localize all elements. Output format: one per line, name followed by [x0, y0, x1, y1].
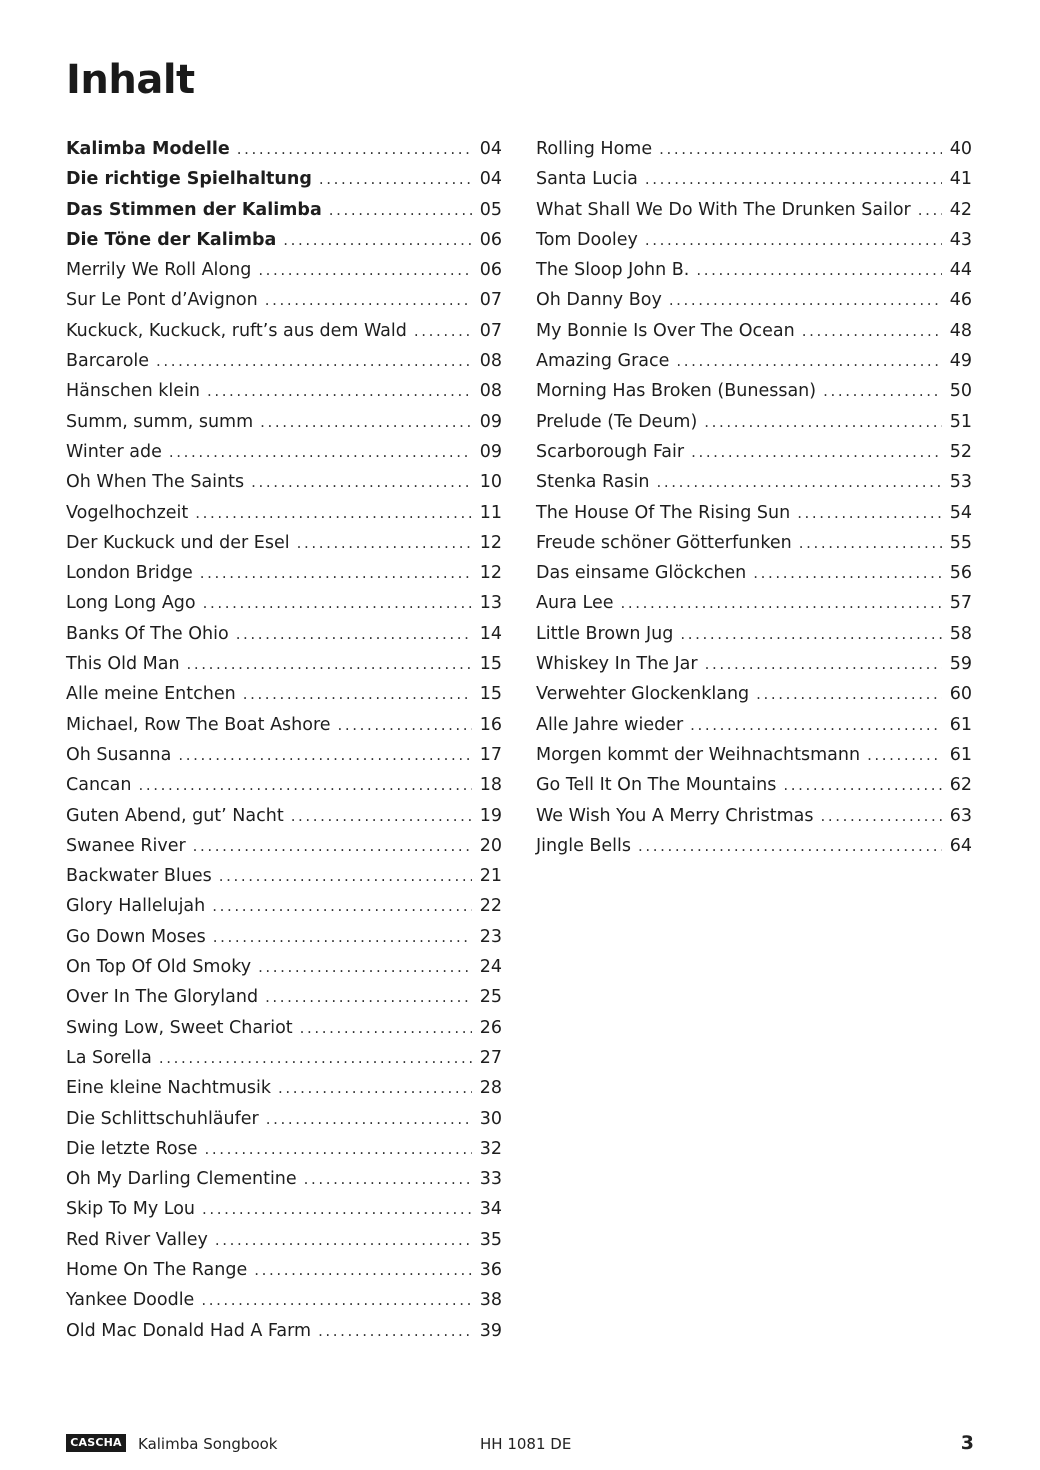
- toc-entry: [536, 740, 972, 770]
- toc-entry-title: Freude schöner Götterfunken: [536, 532, 792, 553]
- toc-entry: [536, 195, 972, 225]
- toc-entry: [536, 407, 972, 437]
- toc-entry-page: 54: [949, 502, 972, 523]
- page-number: 3: [960, 1432, 974, 1454]
- toc-entry-page: 11: [479, 502, 502, 523]
- dot-leader: [237, 134, 472, 164]
- toc-entry: [66, 195, 502, 225]
- toc-entry: [66, 225, 502, 255]
- dot-leader: [797, 498, 942, 528]
- dot-leader: [645, 225, 942, 255]
- toc-entry: [66, 1073, 502, 1103]
- toc-entry-page: 25: [479, 987, 502, 1008]
- toc-entry-page: 56: [949, 563, 972, 584]
- toc-entry-page: 60: [949, 684, 972, 705]
- dot-leader: [265, 285, 472, 315]
- toc-entry: [66, 528, 502, 558]
- toc-entry-title: Morgen kommt der Weihnachtsmann: [536, 744, 861, 765]
- dot-leader: [304, 1164, 472, 1194]
- toc-entry-page: 14: [479, 623, 502, 644]
- toc-entry-title: Go Tell It On The Mountains: [536, 775, 777, 796]
- toc-entry-page: 40: [949, 139, 972, 159]
- toc-entry-page: 33: [479, 1169, 502, 1190]
- toc-entry-page: 62: [949, 775, 972, 796]
- toc-entry-title: Das einsame Glöckchen: [536, 563, 747, 584]
- toc-entry: [536, 619, 972, 649]
- toc-entry-page: 52: [949, 441, 972, 462]
- dot-leader: [169, 437, 472, 467]
- item-code: HH 1081 DE: [480, 1435, 572, 1453]
- dot-leader: [669, 285, 942, 315]
- toc-entry: [536, 558, 972, 588]
- dot-leader: [203, 588, 472, 618]
- toc-entry-page: 19: [479, 805, 502, 826]
- toc-entry-title: Winter ade: [66, 441, 162, 462]
- toc-entry: [536, 437, 972, 467]
- toc-entry-title: Eine kleine Nachtmusik: [66, 1078, 272, 1099]
- dot-leader: [680, 619, 942, 649]
- toc-entry: [66, 407, 502, 437]
- toc-entry: [66, 1104, 502, 1134]
- dot-leader: [300, 1013, 472, 1043]
- dot-leader: [291, 801, 472, 831]
- toc-entry-page: 07: [479, 290, 502, 311]
- toc-entry-title: Die Töne der Kalimba: [66, 229, 277, 250]
- page-title: Inhalt: [66, 57, 195, 103]
- dot-leader: [213, 922, 472, 952]
- toc-entry-title: Scarborough Fair: [536, 441, 685, 462]
- dot-leader: [657, 467, 942, 497]
- toc-entry-page: 38: [479, 1290, 502, 1311]
- dot-leader: [690, 710, 942, 740]
- toc-entry: [66, 649, 502, 679]
- toc-entry-title: Kalimba Modelle: [66, 139, 230, 159]
- toc-entry-title: The House Of The Rising Sun: [536, 502, 791, 523]
- toc-entry-title: Backwater Blues: [66, 866, 212, 887]
- toc-entry-title: Yankee Doodle: [66, 1290, 195, 1311]
- toc-entry: [66, 922, 502, 952]
- toc-entry: [66, 346, 502, 376]
- toc-entry-title: London Bridge: [66, 563, 193, 584]
- toc-entry-title: Banks Of The Ohio: [66, 623, 229, 644]
- toc-entry-title: Glory Hallelujah: [66, 896, 206, 917]
- toc-entry-page: 61: [949, 744, 972, 765]
- dot-leader: [202, 1194, 472, 1224]
- book-title: Kalimba Songbook: [138, 1435, 278, 1453]
- toc-entry-page: 23: [479, 926, 502, 947]
- toc-right-column: [536, 134, 972, 861]
- toc-entry-page: 06: [479, 260, 502, 281]
- toc-entry-title: Hänschen klein: [66, 381, 200, 402]
- toc-entry-title: Das Stimmen der Kalimba: [66, 199, 322, 220]
- dot-leader: [212, 891, 472, 921]
- toc-entry-title: Cancan: [66, 775, 132, 796]
- toc-entry-title: Over In The Gloryland: [66, 987, 259, 1008]
- toc-entry: [66, 558, 502, 588]
- toc-entry-title: Swing Low, Sweet Chariot: [66, 1017, 293, 1038]
- toc-entry-page: 20: [479, 835, 502, 856]
- toc-entry-page: 17: [479, 744, 502, 765]
- toc-entry-page: 09: [479, 441, 502, 462]
- toc-entry-title: What Shall We Do With The Drunken Sailor: [536, 199, 911, 220]
- dot-leader: [215, 1225, 472, 1255]
- toc-entry-title: We Wish You A Merry Christmas: [536, 805, 814, 826]
- dot-leader: [258, 255, 472, 285]
- toc-entry: [66, 255, 502, 285]
- dot-leader: [338, 710, 472, 740]
- toc-entry-page: 39: [479, 1320, 502, 1341]
- toc-entry: [66, 316, 502, 346]
- dot-leader: [753, 558, 942, 588]
- toc-entry-title: Go Down Moses: [66, 926, 206, 947]
- toc-entry: [536, 679, 972, 709]
- toc-entry-page: 30: [479, 1108, 502, 1129]
- toc-entry-title: Die Schlittschuhläufer: [66, 1108, 259, 1129]
- toc-entry-page: 05: [479, 199, 502, 220]
- toc-entry-title: Skip To My Lou: [66, 1199, 196, 1220]
- toc-entry-page: 51: [949, 411, 972, 432]
- dot-leader: [696, 255, 942, 285]
- toc-entry: [536, 225, 972, 255]
- toc-entry-page: 64: [949, 835, 972, 856]
- dot-leader: [705, 649, 942, 679]
- toc-entry-page: 12: [479, 532, 502, 553]
- toc-entry-title: Prelude (Te Deum): [536, 411, 698, 432]
- toc-entry: [536, 164, 972, 194]
- toc-entry-page: 18: [479, 775, 502, 796]
- toc-entry-page: 22: [479, 896, 502, 917]
- toc-entry-page: 06: [479, 229, 502, 250]
- toc-entry: [66, 1164, 502, 1194]
- toc-entry-title: Michael, Row The Boat Ashore: [66, 714, 331, 735]
- toc-entry-page: 04: [479, 139, 502, 159]
- toc-entry-title: Vogelhochzeit: [66, 502, 189, 523]
- dot-leader: [414, 316, 472, 346]
- toc-entry: [536, 134, 972, 164]
- dot-leader: [258, 952, 472, 982]
- toc-entry: [536, 255, 972, 285]
- toc-entry-page: 24: [479, 957, 502, 978]
- toc-entry-page: 59: [949, 654, 972, 675]
- toc-entry: [536, 831, 972, 861]
- dot-leader: [260, 407, 472, 437]
- toc-entry: [66, 710, 502, 740]
- toc-entry: [66, 619, 502, 649]
- toc-entry: [66, 801, 502, 831]
- toc-entry: [536, 801, 972, 831]
- toc-entry-title: Aura Lee: [536, 593, 614, 614]
- dot-leader: [236, 619, 472, 649]
- dot-leader: [207, 376, 472, 406]
- toc-entry: [536, 710, 972, 740]
- toc-entry: [66, 740, 502, 770]
- toc-entry-page: 42: [949, 199, 972, 220]
- toc-entry-page: 21: [479, 866, 502, 887]
- dot-leader: [156, 346, 472, 376]
- toc-entry-title: Long Long Ago: [66, 593, 196, 614]
- dot-leader: [201, 1285, 472, 1315]
- toc-entry-title: On Top Of Old Smoky: [66, 957, 252, 978]
- toc-entry-page: 26: [479, 1017, 502, 1038]
- toc-entry: [66, 1013, 502, 1043]
- toc-entry-title: Santa Lucia: [536, 169, 638, 190]
- toc-entry-title: Tom Dooley: [536, 229, 638, 250]
- dot-leader: [676, 346, 942, 376]
- toc-entry-title: Oh Danny Boy: [536, 290, 662, 311]
- dot-leader: [265, 982, 472, 1012]
- dot-leader: [193, 831, 472, 861]
- toc-entry-page: 44: [949, 260, 972, 281]
- toc-entry: [536, 649, 972, 679]
- toc-entry: [66, 770, 502, 800]
- toc-entry-page: 04: [479, 169, 502, 190]
- dot-leader: [318, 1316, 472, 1346]
- dot-leader: [867, 740, 942, 770]
- toc-entry-title: Alle meine Entchen: [66, 684, 236, 705]
- toc-entry: [66, 1194, 502, 1224]
- toc-entry-title: This Old Man: [66, 654, 180, 675]
- toc-entry-page: 46: [949, 290, 972, 311]
- toc-entry-page: 32: [479, 1138, 502, 1159]
- toc-entry-page: 55: [949, 532, 972, 553]
- toc-entry: [536, 528, 972, 558]
- toc-entry: [66, 134, 502, 164]
- toc-entry: [66, 831, 502, 861]
- dot-leader: [205, 1134, 473, 1164]
- dot-leader: [691, 437, 942, 467]
- toc-entry-title: The Sloop John B.: [536, 260, 690, 281]
- toc-entry: [66, 498, 502, 528]
- toc-entry: [536, 467, 972, 497]
- toc-entry-title: Home On The Range: [66, 1259, 248, 1280]
- toc-entry: [66, 952, 502, 982]
- toc-entry-page: 08: [479, 381, 502, 402]
- toc-entry-page: 58: [949, 623, 972, 644]
- toc-entry-title: Old Mac Donald Had A Farm: [66, 1320, 312, 1341]
- toc-entry: [66, 1134, 502, 1164]
- toc-entry: [66, 1255, 502, 1285]
- toc-entry-title: La Sorella: [66, 1047, 152, 1068]
- toc-entry-page: 16: [479, 714, 502, 735]
- toc-entry: [536, 346, 972, 376]
- toc-entry-page: 36: [479, 1259, 502, 1280]
- toc-entry: [66, 891, 502, 921]
- toc-entry-title: Alle Jahre wieder: [536, 714, 684, 735]
- toc-entry-page: 49: [949, 351, 972, 372]
- toc-entry-title: Sur Le Pont d’Avignon: [66, 290, 258, 311]
- toc-entry: [66, 588, 502, 618]
- dot-leader: [638, 831, 942, 861]
- toc-entry: [66, 467, 502, 497]
- toc-entry-title: Der Kuckuck und der Esel: [66, 532, 290, 553]
- toc-entry-page: 12: [479, 563, 502, 584]
- dot-leader: [187, 649, 472, 679]
- toc-entry-title: Oh When The Saints: [66, 472, 245, 493]
- toc-entry-page: 63: [949, 805, 972, 826]
- toc-entry-title: Red River Valley: [66, 1229, 208, 1250]
- dot-leader: [159, 1043, 472, 1073]
- toc-entry-page: 07: [479, 320, 502, 341]
- toc-entry: [536, 498, 972, 528]
- toc-entry-page: 48: [949, 320, 972, 341]
- dot-leader: [200, 558, 472, 588]
- dot-leader: [645, 164, 942, 194]
- dot-leader: [802, 316, 942, 346]
- toc-left-column: [66, 134, 502, 1346]
- toc-entry-title: Amazing Grace: [536, 351, 670, 372]
- toc-entry-page: 61: [949, 714, 972, 735]
- dot-leader: [823, 376, 942, 406]
- publisher-logo: CASCHA: [66, 1434, 126, 1452]
- dot-leader: [659, 134, 942, 164]
- toc-entry-title: Barcarole: [66, 351, 150, 372]
- toc-entry: [66, 1043, 502, 1073]
- toc-entry-title: Guten Abend, gut’ Nacht: [66, 805, 284, 826]
- toc-entry: [66, 285, 502, 315]
- dot-leader: [283, 225, 472, 255]
- toc-entry: [536, 316, 972, 346]
- dot-leader: [219, 861, 472, 891]
- dot-leader: [178, 740, 472, 770]
- toc-entry: [66, 437, 502, 467]
- toc-entry-page: 09: [479, 411, 502, 432]
- toc-entry-page: 34: [479, 1199, 502, 1220]
- toc-entry-title: Kuckuck, Kuckuck, ruft’s aus dem Wald: [66, 320, 407, 341]
- toc-entry-title: Swanee River: [66, 835, 186, 856]
- dot-leader: [918, 195, 942, 225]
- dot-leader: [756, 679, 942, 709]
- toc-entry-page: 41: [949, 169, 972, 190]
- dot-leader: [195, 498, 472, 528]
- dot-leader: [297, 528, 472, 558]
- dot-leader: [251, 467, 472, 497]
- dot-leader: [799, 528, 942, 558]
- dot-leader: [821, 801, 942, 831]
- toc-entry-page: 10: [479, 472, 502, 493]
- dot-leader: [319, 164, 472, 194]
- dot-leader: [329, 195, 472, 225]
- toc-entry: [66, 982, 502, 1012]
- toc-entry-title: Rolling Home: [536, 139, 653, 159]
- toc-entry-title: Verwehter Glockenklang: [536, 684, 750, 705]
- toc-entry-page: 50: [949, 381, 972, 402]
- toc-entry: [66, 376, 502, 406]
- dot-leader: [138, 770, 472, 800]
- dot-leader: [254, 1255, 472, 1285]
- toc-entry: [536, 588, 972, 618]
- toc-entry: [66, 679, 502, 709]
- toc-entry-page: 57: [949, 593, 972, 614]
- toc-entry-title: Little Brown Jug: [536, 623, 674, 644]
- toc-entry-page: 28: [479, 1078, 502, 1099]
- dot-leader: [243, 679, 472, 709]
- toc-entry-title: Die richtige Spielhaltung: [66, 169, 312, 190]
- toc-entry-title: Stenka Rasin: [536, 472, 650, 493]
- page-footer: [66, 1432, 974, 1456]
- toc-entry-title: Oh My Darling Clementine: [66, 1169, 297, 1190]
- toc-entry-page: 27: [479, 1047, 502, 1068]
- toc-entry-page: 08: [479, 351, 502, 372]
- toc-entry-page: 53: [949, 472, 972, 493]
- toc-entry-title: Die letzte Rose: [66, 1138, 198, 1159]
- toc-entry-title: Oh Susanna: [66, 744, 172, 765]
- toc-entry-title: Jingle Bells: [536, 835, 632, 856]
- dot-leader: [783, 770, 942, 800]
- toc-entry: [66, 1316, 502, 1346]
- dot-leader: [704, 407, 942, 437]
- toc-entry-title: Morning Has Broken (Bunessan): [536, 381, 817, 402]
- toc-entry: [536, 770, 972, 800]
- toc-entry-page: 15: [479, 684, 502, 705]
- toc-entry: [536, 285, 972, 315]
- toc-entry-page: 43: [949, 229, 972, 250]
- dot-leader: [278, 1073, 472, 1103]
- toc-entry: [66, 164, 502, 194]
- toc-entry-title: My Bonnie Is Over The Ocean: [536, 320, 795, 341]
- toc-entry-title: Whiskey In The Jar: [536, 654, 698, 675]
- toc-entry-page: 15: [479, 654, 502, 675]
- toc-entry: [66, 1225, 502, 1255]
- toc-entry: [66, 861, 502, 891]
- dot-leader: [266, 1104, 472, 1134]
- toc-entry: [536, 376, 972, 406]
- toc-entry-title: Summ, summ, summ: [66, 411, 254, 432]
- dot-leader: [621, 588, 942, 618]
- toc-entry-page: 35: [479, 1229, 502, 1250]
- toc-entry: [66, 1285, 502, 1315]
- toc-entry-title: Merrily We Roll Along: [66, 260, 252, 281]
- toc-entry-page: 13: [479, 593, 502, 614]
